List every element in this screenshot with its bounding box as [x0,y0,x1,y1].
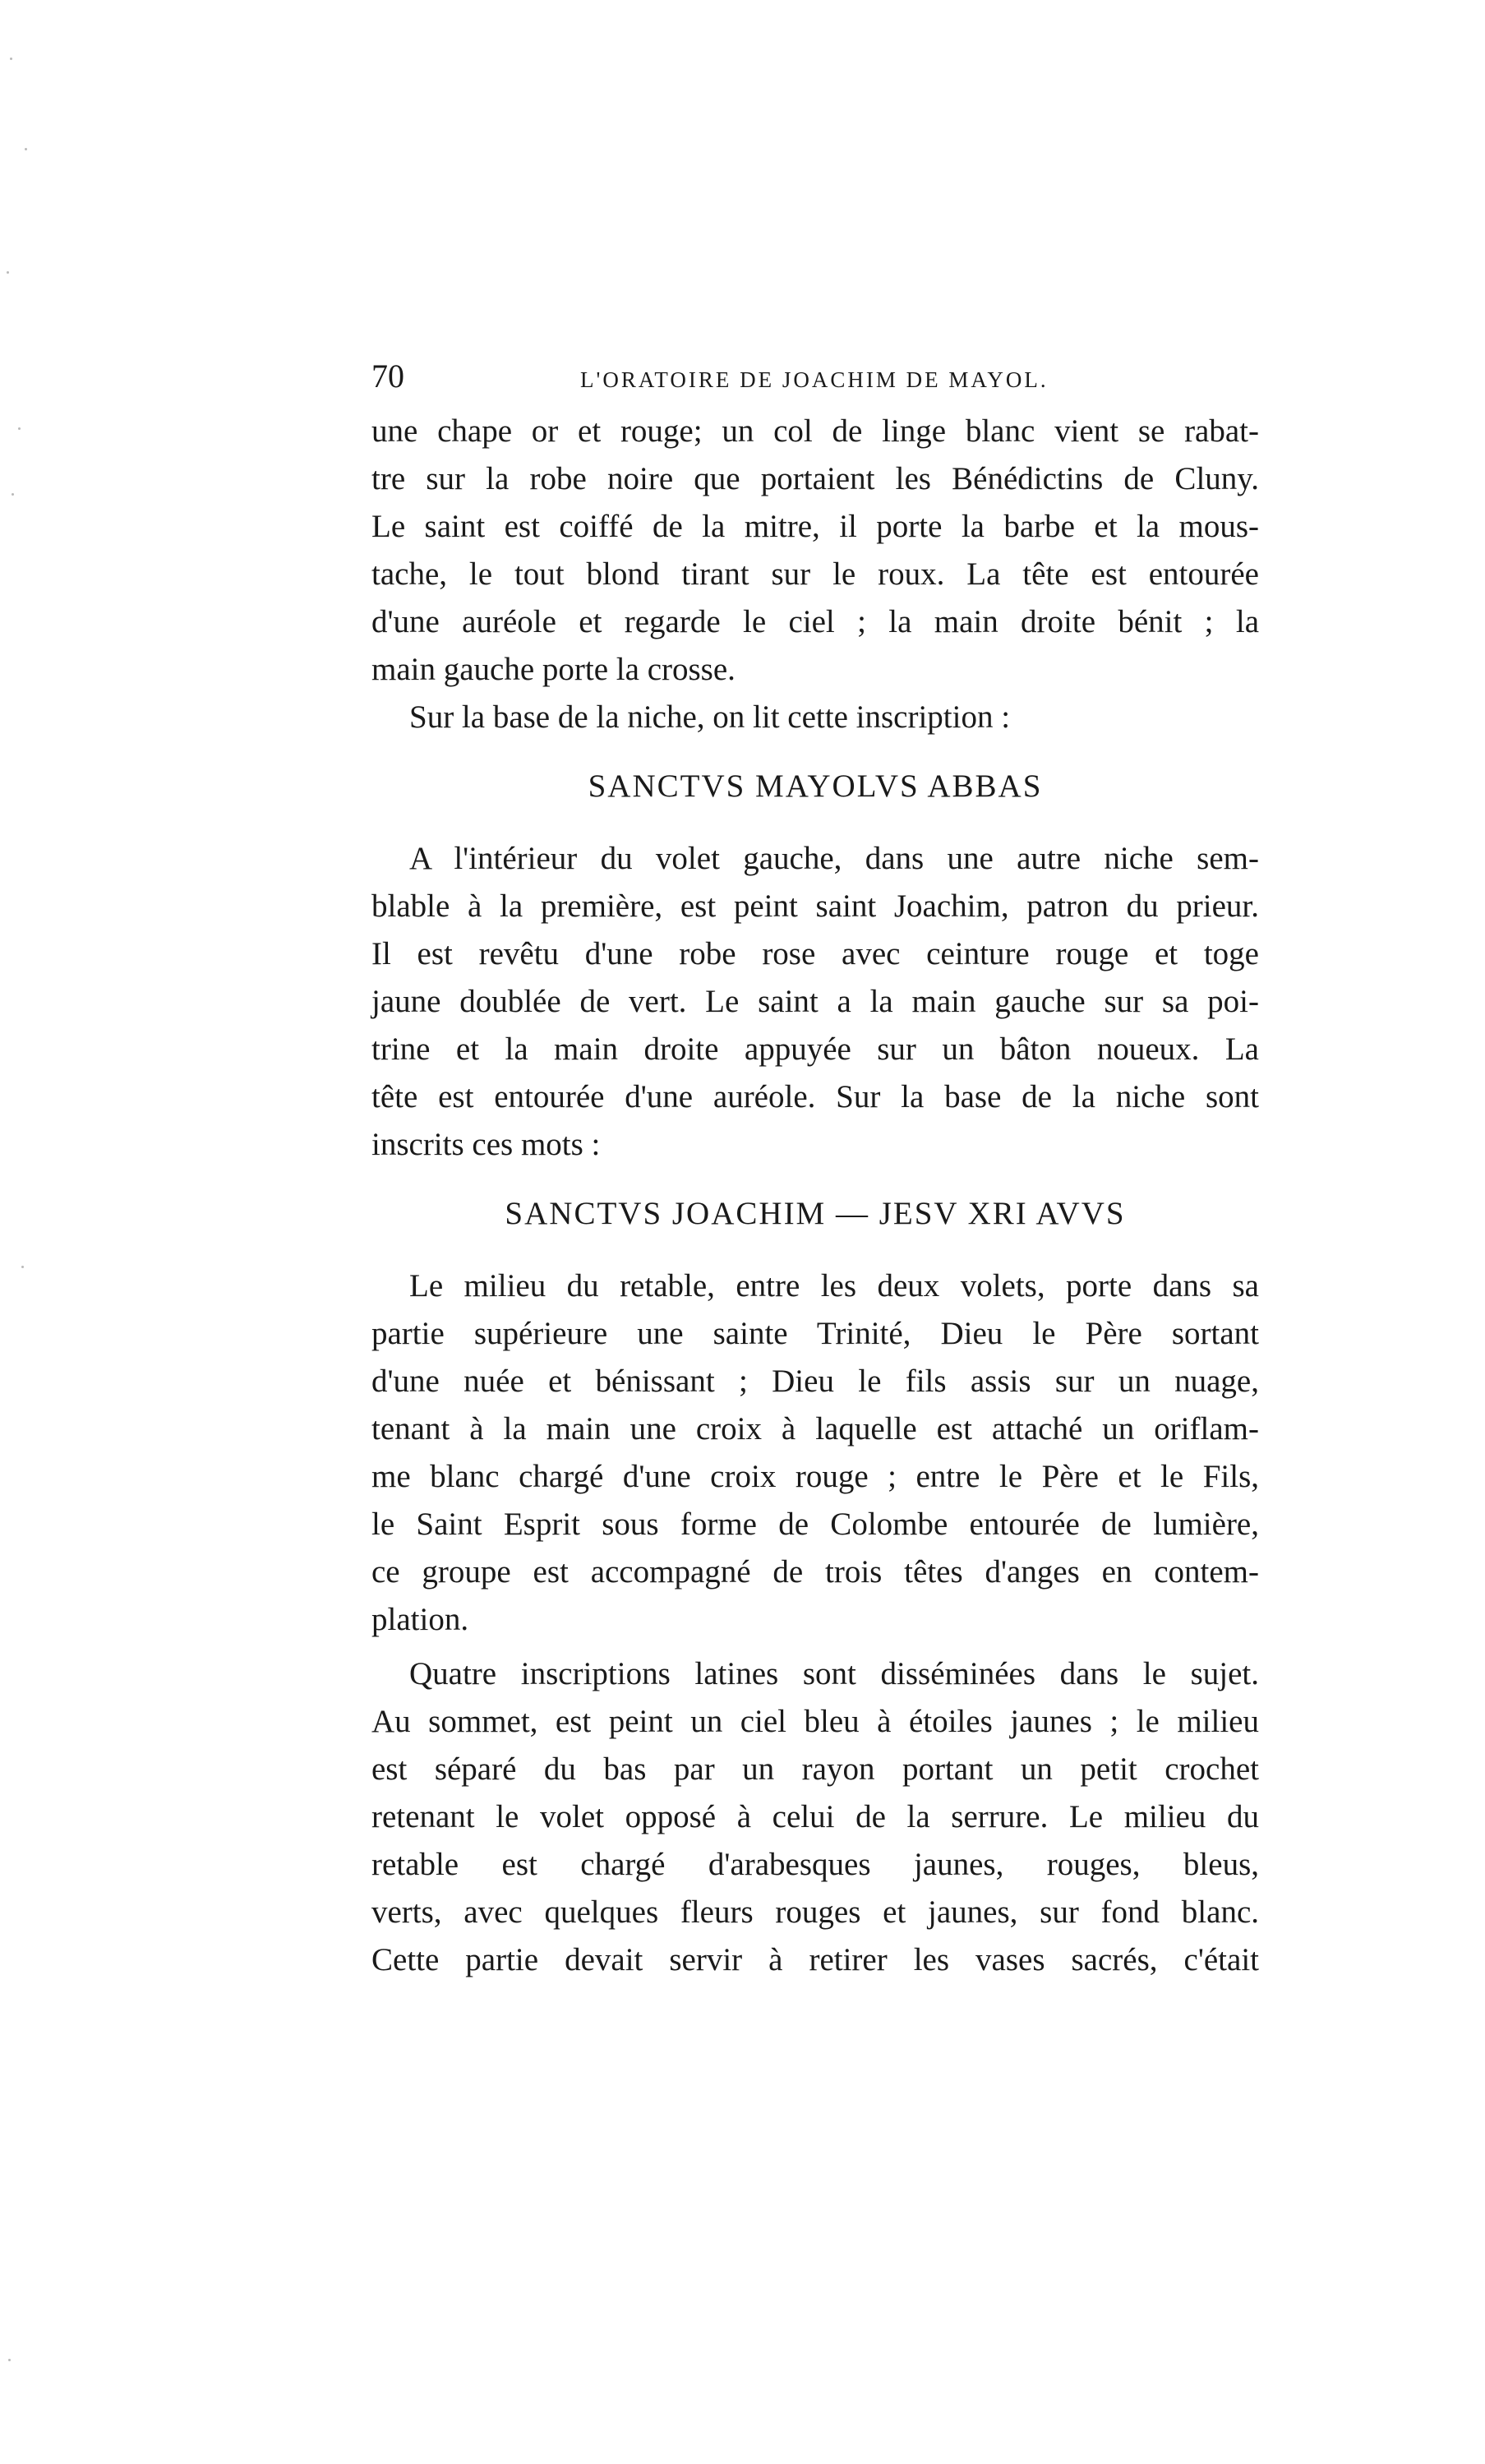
text-line: me blanc chargé d'une croix rouge ; entre le Père et le Fils, [371,1459,1259,1494]
text-line: est séparé du bas par un rayon portant un petit crochet [371,1751,1259,1787]
text-line: A l'intérieur du volet gauche, dans une autre niche sem- [409,841,1259,876]
text-line: d'une auréole et regarde le ciel ; la main droite bénit ; la [371,604,1259,639]
text-line: Il est revêtu d'une robe rose avec ceinture rouge et toge [371,936,1259,971]
text-line: Cette partie devait servir à retirer les vases sacrés, c'était [371,1942,1259,1977]
text-line: partie supérieure une sainte Trinité, Dieu le Père sortant [371,1316,1259,1351]
page-number: 70 [371,358,404,395]
text-line: une chape or et rouge; un col de linge blanc vient se rabat- [371,413,1259,449]
paragraph-4 [371,1262,1259,1644]
text-line: Le milieu du retable, entre les deux volets, porte dans sa [409,1268,1259,1304]
text-line: ce groupe est accompagné de trois têtes d'anges en contem- [371,1554,1259,1590]
paragraph-3 [371,835,1259,1169]
body-text [371,408,1259,1984]
text-line: Au sommet, est peint un ciel bleu à étoiles jaunes ; le milieu [371,1704,1259,1739]
page-edge-specks [0,0,49,2464]
text-line: d'une nuée et bénissant ; Dieu le fils assis sur un nuage, [371,1364,1259,1399]
text-line: Sur la base de la niche, on lit cette inscription : [409,699,1011,735]
inscription-mayolus: SANCTVS MAYOLVS ABBAS [588,768,1043,804]
running-title: L'ORATOIRE DE JOACHIM DE MAYOL. [580,367,1049,392]
text-line: le Saint Esprit sous forme de Colombe entourée de lumière, [371,1507,1259,1542]
text-line: jaune doublée de vert. Le saint a la main gauche sur sa poi- [371,984,1259,1019]
text-line: tête est entourée d'une auréole. Sur la base de la niche sont [371,1079,1259,1114]
text-line: tenant à la main une croix à laquelle est attaché un oriflam- [371,1411,1259,1447]
text-line: retable est chargé d'arabesques jaunes, rouges, bleus, [371,1847,1259,1882]
text-line: retenant le volet opposé à celui de la serrure. Le milieu du [371,1799,1259,1834]
paragraph-5 [371,1650,1259,1984]
text-line: trine et la main droite appuyée sur un bâton noueux. La [371,1031,1259,1067]
text-line: Quatre inscriptions latines sont disséminées dans le sujet. [409,1656,1259,1691]
paragraph-2 [371,694,1259,741]
text-line: verts, avec quelques fleurs rouges et jaunes, sur fond blanc. [371,1894,1259,1930]
text-line: plation. [371,1602,469,1637]
text-line: tache, le tout blond tirant sur le roux. La tête est entourée [371,556,1259,592]
text-line: blable à la première, est peint saint Joachim, patron du prieur. [371,888,1259,924]
text-line: tre sur la robe noire que portaient les Bénédictins de Cluny. [371,461,1259,496]
paragraph-1 [371,408,1259,694]
inscription-joachim: SANCTVS JOACHIM — JESV XRI AVVS [505,1196,1126,1231]
text-line: main gauche porte la crosse. [371,652,736,687]
text-line: Le saint est coiffé de la mitre, il porte la barbe et la mous- [371,509,1259,544]
text-line: inscrits ces mots : [371,1127,601,1162]
page-header [371,352,1259,401]
